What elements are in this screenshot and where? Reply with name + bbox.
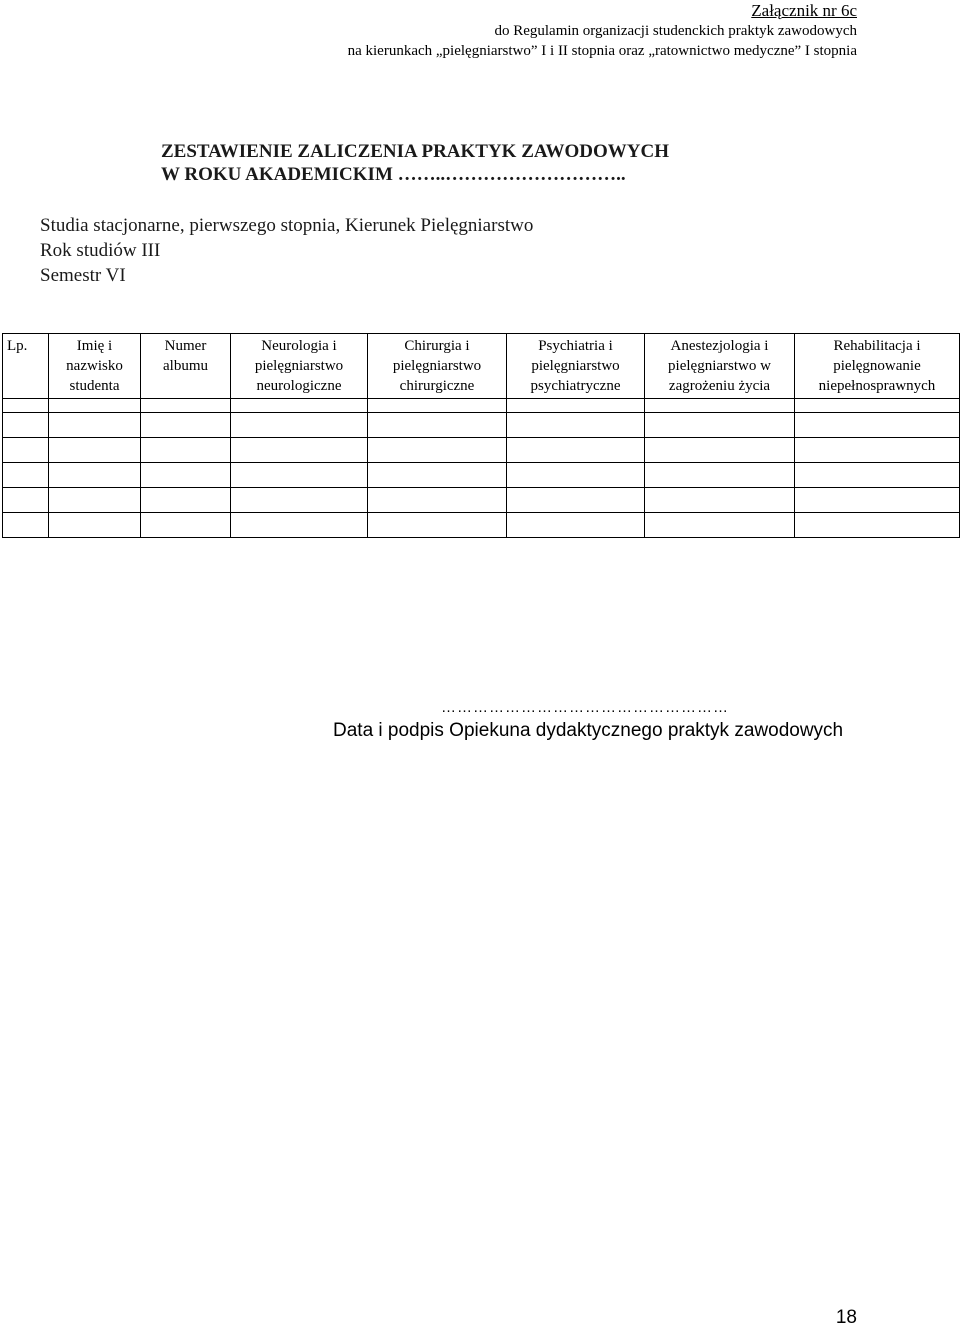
annex-number: Załącznik nr 6c	[751, 1, 857, 20]
regulation-reference-line-2: na kierunkach „pielęgniarstwo” I i II stopnia oraz „ratownictwo medyczne” I stopnia	[347, 43, 857, 59]
document-title	[161, 140, 669, 186]
table-row	[3, 399, 960, 413]
study-info	[40, 213, 533, 288]
study-year: Rok studiów III	[40, 240, 161, 261]
col-header-neurology: Neurologia i pielęgniarstwo neurologiczne	[231, 334, 368, 399]
table-row	[3, 463, 960, 488]
study-semester: Semestr VI	[40, 265, 126, 286]
practice-summary-table	[2, 333, 960, 538]
col-header-psychiatry: Psychiatria i pielęgniarstwo psychiatryczne	[507, 334, 645, 399]
col-header-anesthesiology: Anestezjologia i pielęgniarstwo w zagrożeniu życia	[645, 334, 795, 399]
page-number: 18	[835, 1307, 857, 1328]
title-line-2: W ROKU AKADEMICKIM ……..………………………..	[161, 164, 626, 185]
regulation-reference-line-1: do Regulamin organizacji studenckich praktyk zawodowych	[494, 23, 857, 39]
col-header-surgery: Chirurgia i pielęgniarstwo chirurgiczne	[368, 334, 507, 399]
signature-label: Data i podpis Opiekuna dydaktycznego praktyk zawodowych	[333, 720, 844, 741]
table-row	[3, 438, 960, 463]
col-header-student-name: Imię i nazwisko studenta	[49, 334, 141, 399]
signature-line: ………………………………………………	[441, 699, 729, 716]
annex-header	[348, 0, 857, 61]
col-header-lp: Lp.	[3, 334, 49, 399]
table-row	[3, 413, 960, 438]
col-header-album-number: Numer albumu	[141, 334, 231, 399]
table-header-row	[3, 334, 960, 399]
study-mode: Studia stacjonarne, pierwszego stopnia, Kierunek Pielęgniarstwo	[40, 215, 534, 236]
col-header-rehabilitation: Rehabilitacja i pielęgnowanie niepełnosprawnych	[795, 334, 960, 399]
title-line-1: ZESTAWIENIE ZALICZENIA PRAKTYK ZAWODOWYCH	[161, 141, 669, 162]
table-row	[3, 513, 960, 538]
table-row	[3, 488, 960, 513]
